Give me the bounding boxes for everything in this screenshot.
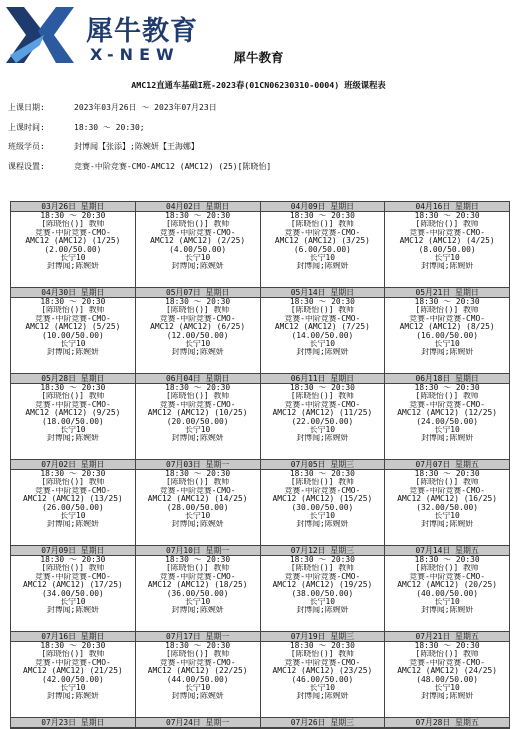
cell-date-header: 07月24日 星期一 — [136, 718, 260, 728]
schedule-cell — [385, 374, 510, 460]
schedule-cell — [135, 718, 260, 729]
class-time: 18:30 ～ 20:30 — [289, 642, 355, 650]
student-names: 封博闻;陈婉妍 — [296, 606, 349, 615]
course-lesson: AMC12 (AMC12) (22/25) — [147, 667, 248, 676]
course-hours: (12.00/50.00) — [166, 331, 229, 340]
student-names: 封博闻;陈婉妍 — [46, 692, 99, 701]
cell-date-header: 05月28日 星期日 — [11, 374, 135, 384]
student-names: 封博闻;陈婉妍 — [421, 692, 474, 701]
student-names: 封博闻;陈婉妍 — [421, 606, 474, 615]
class-time: 18:30 ～ 20:30 — [40, 470, 106, 478]
schedule-cell — [385, 288, 510, 374]
teacher-name: [陈晓怡()] 教师 — [41, 478, 105, 487]
course-lesson: AMC12 (AMC12) (13/25) — [22, 495, 123, 504]
student-names: 封博闻;陈婉妍 — [421, 262, 474, 271]
cell-date-header: 06月04日 星期日 — [136, 374, 260, 384]
classroom: 长宁10 — [60, 597, 86, 606]
cell-body — [261, 384, 385, 459]
teacher-name: [陈晓怡()] 教师 — [41, 564, 105, 573]
student-names: 封博闻;陈婉妍 — [171, 520, 224, 529]
class-time: 18:30 ～ 20:30 — [165, 556, 231, 564]
schedule-row — [11, 632, 510, 718]
course-name: 竞赛-中阶竞赛-CMO- — [409, 400, 486, 409]
cell-date-header: 05月14日 星期日 — [261, 288, 385, 298]
course-hours: (8.00/50.00) — [418, 245, 476, 254]
schedule-row — [11, 718, 510, 729]
course-name: 竞赛-中阶竞赛-CMO- — [34, 486, 111, 495]
schedule-title: AMC12直通车基础I班-2023春(01CN06230310-0004) 班级课程表 — [131, 80, 386, 90]
cell-body — [261, 642, 385, 717]
schedule-cell — [135, 460, 260, 546]
course-name: 竞赛-中阶竞赛-CMO- — [34, 400, 111, 409]
logo-name-cn: 犀牛教育 — [86, 16, 198, 47]
schedule-cell — [135, 546, 260, 632]
teacher-name: [陈晓怡()] 教师 — [166, 306, 230, 315]
course-hours: (46.00/50.00) — [291, 675, 354, 684]
schedule-cell — [385, 202, 510, 288]
cell-date-header: 04月02日 星期日 — [136, 202, 260, 212]
course-name: 竞赛-中阶竞赛-CMO- — [34, 658, 111, 667]
course-name: 竞赛-中阶竞赛-CMO- — [159, 228, 236, 237]
cell-date-header: 04月16日 星期日 — [385, 202, 509, 212]
classroom: 长宁10 — [309, 339, 336, 348]
course-lesson: AMC12 (AMC12) (11/25) — [272, 409, 373, 418]
course-name: 竞赛-中阶竞赛-CMO- — [409, 228, 486, 237]
teacher-name: [陈晓怡()] 教师 — [290, 392, 354, 401]
cell-body — [136, 298, 260, 373]
cell-body — [136, 212, 260, 287]
classroom: 长宁10 — [60, 253, 86, 262]
class-time: 18:30 ～ 20:30 — [40, 212, 106, 220]
cell-date-header: 07月12日 星期三 — [261, 546, 385, 556]
schedule-row — [11, 202, 510, 288]
org-name: 犀牛教育 — [233, 50, 284, 65]
course-name: 竞赛-中阶竞赛-CMO- — [284, 400, 361, 409]
course-lesson: AMC12 (AMC12) (17/25) — [22, 581, 123, 590]
classroom: 长宁10 — [184, 683, 211, 692]
class-time: 18:30 ～ 20:30 — [414, 384, 480, 392]
teacher-name: [陈晓怡()] 教师 — [290, 306, 354, 315]
course-hours: (20.00/50.00) — [166, 417, 229, 426]
teacher-name: [陈晓怡()] 教师 — [41, 650, 105, 659]
classroom: 长宁10 — [434, 339, 460, 348]
cell-body — [136, 556, 260, 631]
class-time: 18:30 ～ 20:30 — [414, 642, 480, 650]
teacher-name: [陈晓怡()] 教师 — [166, 650, 230, 659]
student-names: 封博闻;陈婉妍 — [46, 520, 99, 529]
student-names: 封博闻;陈婉妍 — [171, 692, 224, 701]
cell-date-header: 04月30日 星期日 — [11, 288, 135, 298]
teacher-name: [陈晓怡()] 教师 — [41, 392, 105, 401]
class-time: 18:30 ～ 20:30 — [40, 642, 106, 650]
course-lesson: AMC12 (AMC12) (3/25) — [274, 237, 370, 246]
course-lesson: AMC12 (AMC12) (15/25) — [272, 495, 373, 504]
course-name: 竞赛-中阶竞赛-CMO- — [159, 400, 236, 409]
cell-date-header: 07月07日 星期五 — [385, 460, 509, 470]
info-value: 封博闻【张添】;陈婉妍【王海娜】 — [74, 142, 199, 151]
cell-date-header: 06月18日 星期日 — [385, 374, 509, 384]
course-lesson: AMC12 (AMC12) (9/25) — [25, 409, 121, 418]
course-hours: (18.00/50.00) — [41, 417, 104, 426]
course-lesson: AMC12 (AMC12) (4/25) — [399, 237, 495, 246]
course-hours: (22.00/50.00) — [291, 417, 354, 426]
cell-body — [11, 212, 135, 287]
course-hours: (24.00/50.00) — [416, 417, 478, 426]
class-time: 18:30 ～ 20:30 — [40, 384, 106, 392]
course-name: 竞赛-中阶竞赛-CMO- — [409, 314, 486, 323]
course-hours: (14.00/50.00) — [291, 331, 354, 340]
course-lesson: AMC12 (AMC12) (7/25) — [274, 323, 370, 332]
course-hours: (32.00/50.00) — [416, 503, 478, 512]
student-names: 封博闻;陈婉妍 — [171, 434, 224, 443]
teacher-name: [陈晓怡()] 教师 — [290, 650, 354, 659]
student-names: 封博闻;陈婉妍 — [46, 262, 99, 271]
course-lesson: AMC12 (AMC12) (24/25) — [397, 667, 497, 676]
class-time: 18:30 ～ 20:30 — [289, 298, 355, 306]
course-hours: (6.00/50.00) — [293, 245, 351, 254]
course-hours: (30.00/50.00) — [291, 503, 354, 512]
student-names: 封博闻;陈婉妍 — [296, 434, 349, 443]
cell-date-header: 07月16日 星期日 — [11, 632, 135, 642]
info-value: 18:30 ～ 20:30; — [74, 123, 145, 132]
classroom: 长宁10 — [184, 597, 211, 606]
cell-date-header: 07月17日 星期一 — [136, 632, 260, 642]
schedule-cell — [11, 718, 136, 729]
course-lesson: AMC12 (AMC12) (1/25) — [25, 237, 121, 246]
course-name: 竞赛-中阶竞赛-CMO- — [409, 486, 486, 495]
course-name: 竞赛-中阶竞赛-CMO- — [284, 486, 361, 495]
classroom: 长宁10 — [184, 339, 211, 348]
course-name: 竞赛-中阶竞赛-CMO- — [159, 658, 236, 667]
cell-body — [136, 642, 260, 717]
class-time: 18:30 ～ 20:30 — [165, 642, 231, 650]
course-hours: (36.00/50.00) — [166, 589, 229, 598]
info-label: 上课日期: — [8, 103, 45, 112]
course-lesson: AMC12 (AMC12) (19/25) — [272, 581, 373, 590]
course-lesson: AMC12 (AMC12) (20/25) — [397, 581, 497, 590]
schedule-cell — [135, 288, 260, 374]
schedule-cell — [11, 546, 136, 632]
cell-body — [385, 212, 509, 287]
course-hours: (42.00/50.00) — [41, 675, 104, 684]
class-time: 18:30 ～ 20:30 — [165, 470, 231, 478]
course-lesson: AMC12 (AMC12) (10/25) — [147, 409, 248, 418]
cell-body — [11, 384, 135, 459]
course-name: 竞赛-中阶竞赛-CMO- — [284, 658, 361, 667]
schedule-cell — [260, 202, 385, 288]
cell-body — [385, 384, 509, 459]
cell-date-header: 07月23日 星期日 — [11, 718, 135, 728]
schedule-cell — [135, 374, 260, 460]
cell-body — [11, 556, 135, 631]
cell-body — [11, 298, 135, 373]
cell-date-header: 07月26日 星期三 — [261, 718, 385, 728]
course-lesson: AMC12 (AMC12) (6/25) — [150, 323, 246, 332]
cell-date-header: 07月10日 星期一 — [136, 546, 260, 556]
student-names: 封博闻;陈婉妍 — [46, 606, 99, 615]
course-hours: (2.00/50.00) — [44, 245, 102, 254]
course-name: 竞赛-中阶竞赛-CMO- — [34, 228, 111, 237]
class-time: 18:30 ～ 20:30 — [289, 470, 355, 478]
class-time: 18:30 ～ 20:30 — [414, 212, 480, 220]
classroom: 长宁10 — [60, 339, 86, 348]
student-names: 封博闻;陈婉妍 — [171, 348, 224, 357]
course-name: 竞赛-中阶竞赛-CMO- — [159, 314, 236, 323]
course-hours: (10.00/50.00) — [41, 331, 104, 340]
class-time: 18:30 ～ 20:30 — [165, 384, 231, 392]
class-time: 18:30 ～ 20:30 — [165, 212, 231, 220]
schedule-row — [11, 288, 510, 374]
cell-body — [11, 642, 135, 717]
class-time: 18:30 ～ 20:30 — [40, 556, 106, 564]
course-name: 竞赛-中阶竞赛-CMO- — [284, 572, 361, 581]
schedule-row — [11, 374, 510, 460]
schedule-cell — [11, 460, 136, 546]
cell-date-header: 07月03日 星期一 — [136, 460, 260, 470]
cell-date-header: 07月09日 星期日 — [11, 546, 135, 556]
cell-body — [385, 470, 509, 545]
class-time: 18:30 ～ 20:30 — [414, 470, 480, 478]
course-lesson: AMC12 (AMC12) (12/25) — [397, 409, 497, 418]
student-names: 封博闻;陈婉妍 — [46, 348, 99, 357]
teacher-name: [陈晓怡()] 教师 — [415, 564, 479, 573]
student-names: 封博闻;陈婉妍 — [296, 520, 349, 529]
info-label: 课程设置: — [8, 162, 45, 171]
info-value: 2023年03月26日 ～ 2023年07月23日 — [74, 103, 217, 112]
course-name: 竞赛-中阶竞赛-CMO- — [34, 572, 111, 581]
schedule-cell — [135, 202, 260, 288]
schedule-cell — [260, 718, 385, 729]
cell-body — [136, 384, 260, 459]
schedule-cell — [385, 460, 510, 546]
schedule-cell — [11, 632, 136, 718]
course-hours: (34.00/50.00) — [41, 589, 104, 598]
schedule-cell — [385, 546, 510, 632]
cell-body — [261, 298, 385, 373]
cell-date-header: 07月05日 星期三 — [261, 460, 385, 470]
classroom: 长宁10 — [434, 511, 460, 520]
schedule-cell — [11, 374, 136, 460]
classroom: 长宁10 — [184, 253, 211, 262]
cell-date-header: 04月09日 星期日 — [261, 202, 385, 212]
cell-date-header: 07月28日 星期五 — [385, 718, 509, 728]
cell-body — [385, 556, 509, 631]
classroom: 长宁10 — [184, 511, 211, 520]
course-name: 竞赛-中阶竞赛-CMO- — [34, 314, 111, 323]
teacher-name: [陈晓怡()] 教师 — [290, 564, 354, 573]
teacher-name: [陈晓怡()] 教师 — [415, 392, 479, 401]
classroom: 长宁10 — [60, 425, 86, 434]
course-name: 竞赛-中阶竞赛-CMO- — [159, 572, 236, 581]
cell-body — [385, 642, 509, 717]
course-name: 竞赛-中阶竞赛-CMO- — [159, 486, 236, 495]
schedule-cell — [260, 460, 385, 546]
student-names: 封博闻;陈婉妍 — [296, 262, 349, 271]
classroom: 长宁10 — [309, 683, 336, 692]
class-time: 18:30 ～ 20:30 — [414, 298, 480, 306]
cell-body — [11, 470, 135, 545]
classroom: 长宁10 — [434, 683, 460, 692]
course-name: 竞赛-中阶竞赛-CMO- — [409, 572, 486, 581]
schedule-cell — [260, 632, 385, 718]
course-hours: (40.00/50.00) — [416, 589, 478, 598]
teacher-name: [陈晓怡()] 教师 — [166, 220, 230, 229]
schedule-row — [11, 460, 510, 546]
teacher-name: [陈晓怡()] 教师 — [166, 478, 230, 487]
info-row-students — [8, 141, 199, 152]
schedule-cell — [11, 288, 136, 374]
info-row-dates — [8, 102, 217, 113]
cell-body — [261, 212, 385, 287]
course-hours: (4.00/50.00) — [169, 245, 227, 254]
schedule-cell — [260, 288, 385, 374]
teacher-name: [陈晓怡()] 教师 — [415, 650, 479, 659]
course-name: 竞赛-中阶竞赛-CMO- — [284, 314, 361, 323]
info-row-course — [8, 161, 271, 172]
course-hours: (26.00/50.00) — [41, 503, 104, 512]
course-lesson: AMC12 (AMC12) (18/25) — [147, 581, 248, 590]
cell-body — [261, 556, 385, 631]
course-name: 竞赛-中阶竞赛-CMO- — [409, 658, 486, 667]
classroom: 长宁10 — [309, 597, 336, 606]
schedule-cell — [260, 546, 385, 632]
course-lesson: AMC12 (AMC12) (21/25) — [22, 667, 123, 676]
info-label: 上课时间: — [8, 123, 45, 132]
classroom: 长宁10 — [309, 511, 336, 520]
logo-name-en: X-NEW — [90, 45, 180, 64]
class-time: 18:30 ～ 20:30 — [289, 556, 355, 564]
classroom: 长宁10 — [309, 425, 336, 434]
cell-date-header: 07月19日 星期三 — [261, 632, 385, 642]
schedule-cell — [135, 632, 260, 718]
course-hours: (44.00/50.00) — [166, 675, 229, 684]
course-lesson: AMC12 (AMC12) (16/25) — [397, 495, 497, 504]
class-time: 18:30 ～ 20:30 — [289, 384, 355, 392]
cell-body — [136, 470, 260, 545]
classroom: 长宁10 — [434, 425, 460, 434]
class-time: 18:30 ～ 20:30 — [289, 212, 355, 220]
classroom: 长宁10 — [184, 425, 211, 434]
cell-date-header: 05月21日 星期日 — [385, 288, 509, 298]
schedule-cell — [385, 632, 510, 718]
teacher-name: [陈晓怡()] 教师 — [290, 220, 354, 229]
student-names: 封博闻;陈婉妍 — [296, 692, 349, 701]
schedule-row — [11, 546, 510, 632]
course-hours: (16.00/50.00) — [416, 331, 478, 340]
cell-date-header: 07月02日 星期日 — [11, 460, 135, 470]
teacher-name: [陈晓怡()] 教师 — [415, 306, 479, 315]
course-hours: (38.00/50.00) — [291, 589, 354, 598]
student-names: 封博闻;陈婉妍 — [46, 434, 99, 443]
class-time: 18:30 ～ 20:30 — [414, 556, 480, 564]
teacher-name: [陈晓怡()] 教师 — [415, 220, 479, 229]
cell-date-header: 06月11日 星期日 — [261, 374, 385, 384]
course-lesson: AMC12 (AMC12) (2/25) — [150, 237, 246, 246]
class-time: 18:30 ～ 20:30 — [40, 298, 106, 306]
student-names: 封博闻;陈婉妍 — [171, 606, 224, 615]
cell-date-header: 03月26日 星期日 — [11, 202, 135, 212]
student-names: 封博闻;陈婉妍 — [171, 262, 224, 271]
course-lesson: AMC12 (AMC12) (8/25) — [399, 323, 495, 332]
cell-body — [261, 470, 385, 545]
teacher-name: [陈晓怡()] 教师 — [41, 306, 105, 315]
course-lesson: AMC12 (AMC12) (23/25) — [272, 667, 373, 676]
teacher-name: [陈晓怡()] 教师 — [166, 564, 230, 573]
schedule-cell — [11, 202, 136, 288]
cell-date-header: 05月07日 星期日 — [136, 288, 260, 298]
course-lesson: AMC12 (AMC12) (14/25) — [147, 495, 248, 504]
student-names: 封博闻;陈婉妍 — [421, 520, 474, 529]
cell-body — [385, 298, 509, 373]
course-hours: (48.00/50.00) — [416, 675, 478, 684]
classroom: 长宁10 — [434, 597, 460, 606]
info-value: 竞赛-中阶竞赛-CMO-AMC12 (AMC12) (25)[陈晓怡] — [74, 162, 272, 171]
course-name: 竞赛-中阶竞赛-CMO- — [284, 228, 361, 237]
info-label: 班级学员: — [8, 142, 45, 151]
course-hours: (28.00/50.00) — [166, 503, 229, 512]
schedule-cell — [260, 374, 385, 460]
teacher-name: [陈晓怡()] 教师 — [166, 392, 230, 401]
classroom: 长宁10 — [60, 511, 86, 520]
cell-date-header: 07月21日 星期五 — [385, 632, 509, 642]
student-names: 封博闻;陈婉妍 — [296, 348, 349, 357]
classroom: 长宁10 — [434, 253, 460, 262]
student-names: 封博闻;陈婉妍 — [421, 434, 474, 443]
teacher-name: [陈晓怡()] 教师 — [41, 220, 105, 229]
course-lesson: AMC12 (AMC12) (5/25) — [25, 323, 121, 332]
schedule-cell — [385, 718, 510, 729]
cell-date-header: 07月14日 星期五 — [385, 546, 509, 556]
classroom: 长宁10 — [60, 683, 86, 692]
student-names: 封博闻;陈婉妍 — [421, 348, 474, 357]
teacher-name: [陈晓怡()] 教师 — [415, 478, 479, 487]
schedule-table — [10, 201, 510, 729]
classroom: 长宁10 — [309, 253, 336, 262]
teacher-name: [陈晓怡()] 教师 — [290, 478, 354, 487]
class-time: 18:30 ～ 20:30 — [165, 298, 231, 306]
info-row-time — [8, 122, 145, 133]
